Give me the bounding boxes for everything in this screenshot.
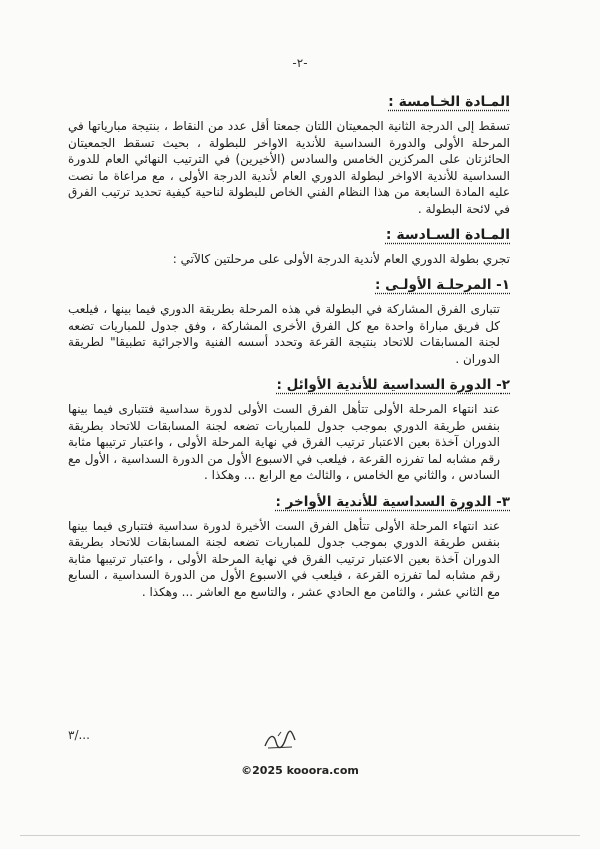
watermark: ©2025 kooora.com	[241, 764, 359, 777]
section-2-title: ٢- الدورة السداسية للأندية الأوائل :	[276, 377, 510, 393]
section-1-title: ١- المرحلـة الأولـى :	[375, 277, 510, 293]
article-5-heading: المـادة الخـامسة :	[388, 94, 510, 110]
section-1-body: تتبارى الفرق المشاركة في البطولة في هذه المرحلة بطريقة الدوري فيما بينها ، فيلعب كل فريق مباراة واحدة مع كل الفرق الأخرى المشاركة ، وفق جدول للمباريات تضعه لجنة المسابقات للاتحاد بنتيجة القرعة وتحدد أسسه الفنية والاجرائية تطبيقا" لطريقة الدوران .	[68, 302, 500, 366]
section-3-body: عند انتهاء المرحلة الأولى تتأهل الفرق الست الأخيرة لدورة سداسية فتتبارى فيما بينها بنفس طريقة الدوري بموجب جدول للمباريات تضعه لجنة المسابقات للاتحاد بطريقة الدوران آخذة بعين الاعتبار ترتيب الفرق في نهاية المرحلة الأولى ، واعتبار ترتيبها مثابة رقم مشابه لما تفرزه القرعة ، فيلعب في الاسبوع الأول من الدورة السداسية ، السابع مع الثاني عشر ، والثامن مع الحادي عشر ، والتاسع مع العاشر ... وهكذا .	[68, 518, 500, 599]
article-6-heading: المـادة السـادسة :	[385, 227, 510, 243]
article-6-intro: تجري بطولة الدوري العام لأندية الدرجة الأولى على مرحلتين كالآتي :	[172, 252, 510, 266]
signature-mark	[262, 728, 298, 752]
document-body	[68, 92, 510, 610]
page-edge	[20, 835, 580, 836]
article-5-body: تسقط إلى الدرجة الثانية الجمعيتان اللتان جمعتا أقل عدد من النقاط ، بنتيجة مبارياتها في المرحلة الأولى والدورة السداسية للأندية الاواخر للبطولة ، بحيث تسقط الجمعيتان الحائزتان على المركزين الخامس والسادس (الأخيرين) في الترتيب النهائي العام للدورة السداسية للأندية الاواخر لبطولة الدوري العام لأندية الدرجة الأولى ، مع مراعاة ما نصت عليه المادة السابعة من هذا النظام الفني الخاص للبطولة لناحية كيفية تحديد ترتيب الفرق في لائحة البطولة .	[68, 119, 510, 216]
page-number: -٢-	[292, 56, 308, 70]
page-continuation: ٣/...	[68, 728, 90, 742]
section-3-title: ٣- الدورة السداسية للأندية الأواخر :	[275, 493, 510, 510]
section-2-body: عند انتهاء المرحلة الأولى تتأهل الفرق الست الأولى لدورة سداسية فتتبارى فيما بينها بنفس طريقة الدوري بموجب جدول للمباريات تضعه لجنة المسابقات للاتحاد بطريقة الدوران آخذة بعين الاعتبار ترتيب الفرق في نهاية المرحلة الأولى ، واعتبار ترتيبها مثابة رقم مشابه لما تفرزه القرعة ، فيلعب في الاسبوع الأول من الدورة السداسية ، الأول مع السادس ، والثاني مع الخامس ، والثالث مع الرابع ... وهكذا .	[68, 402, 500, 482]
